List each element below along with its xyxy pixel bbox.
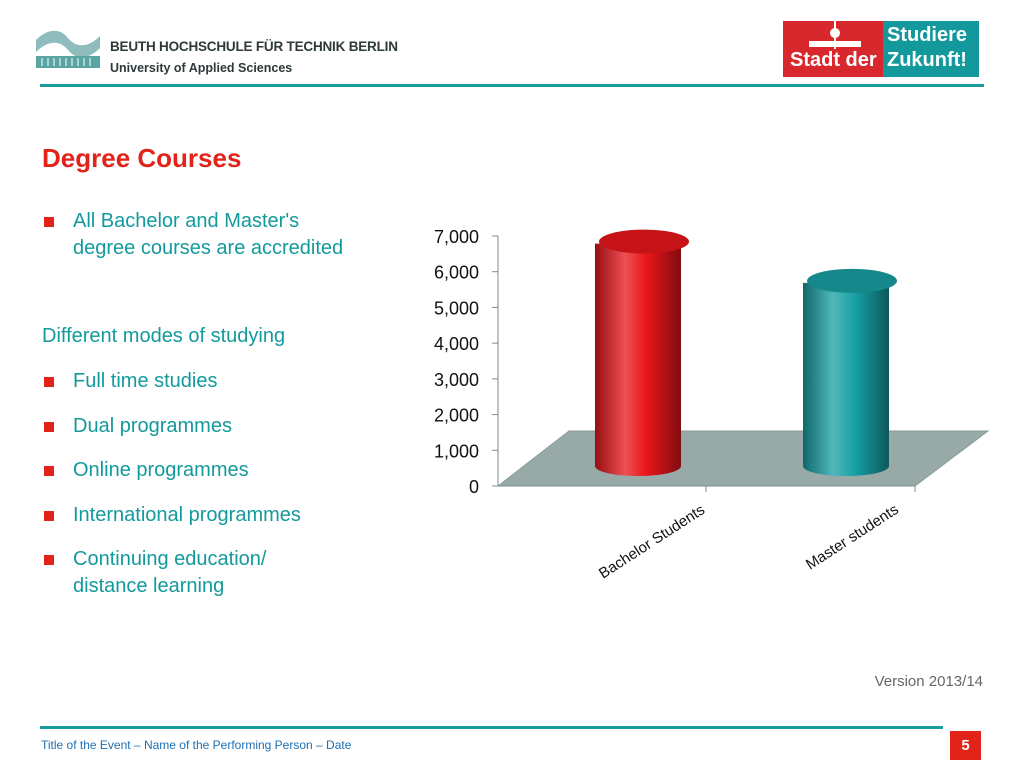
header-divider — [40, 84, 984, 87]
y-tick-label: 0 — [468, 477, 479, 497]
slide-title: Degree Courses — [42, 143, 242, 173]
bullet-line2: degree courses are accredited — [73, 237, 344, 259]
bar-0 — [595, 244, 681, 476]
university-name: BEUTH HOCHSCHULE FÜR TECHNIK BERLIN — [110, 39, 398, 54]
bullet-square-icon — [44, 511, 54, 521]
y-tick-label: 1,000 — [433, 441, 479, 462]
x-category-label: Master students — [802, 500, 902, 574]
modes-heading: Different modes of studying — [42, 325, 286, 347]
bullet-square-icon — [44, 217, 54, 227]
bullet-square-icon — [44, 377, 54, 387]
bullet-text: Full time studies — [73, 370, 218, 392]
bullet-text: International programmes — [73, 504, 301, 526]
bullet-text: Dual programmes — [73, 415, 232, 437]
bullet-square-icon — [44, 466, 54, 476]
bullet-text — [73, 208, 343, 262]
version-label: Version 2013/14 — [874, 673, 983, 690]
bar-top-1 — [807, 269, 897, 293]
bullet-line1: All Bachelor and Master's — [73, 210, 300, 232]
footer-divider — [40, 726, 943, 729]
campaign-line2a: Stadt der — [790, 49, 877, 71]
page-number: 5 — [950, 731, 981, 760]
x-category-label: Bachelor Students — [595, 501, 708, 583]
y-tick-label: 5,000 — [433, 298, 479, 319]
y-tick-label: 3,000 — [433, 369, 479, 390]
tv-tower-icon — [805, 21, 865, 51]
y-tick-label: 6,000 — [433, 262, 479, 283]
bar-1 — [803, 283, 889, 476]
bullet-square-icon — [44, 555, 54, 565]
beuth-logo-icon — [34, 24, 104, 80]
bullet-line1: Continuing education/ — [73, 548, 267, 570]
university-logo[interactable] — [34, 24, 398, 80]
campaign-line2b: Zukunft! — [887, 49, 967, 71]
footer-text: Title of the Event – Name of the Performing Person – Date — [41, 738, 352, 752]
y-tick-label: 7,000 — [433, 227, 479, 247]
bullet-square-icon — [44, 422, 54, 432]
y-tick-label: 2,000 — [433, 405, 479, 426]
campaign-line1: Studiere — [887, 24, 968, 46]
bullet-line2: distance learning — [73, 575, 225, 597]
degree-chart — [400, 200, 1000, 600]
university-subtitle: University of Applied Sciences — [110, 61, 293, 75]
bullet-text: Online programmes — [73, 459, 249, 481]
campaign-logo[interactable] — [783, 21, 979, 77]
y-tick-label: 4,000 — [433, 334, 479, 355]
chart-floor — [498, 431, 988, 486]
bullet-text — [73, 546, 266, 600]
bar-top-0 — [599, 230, 689, 254]
